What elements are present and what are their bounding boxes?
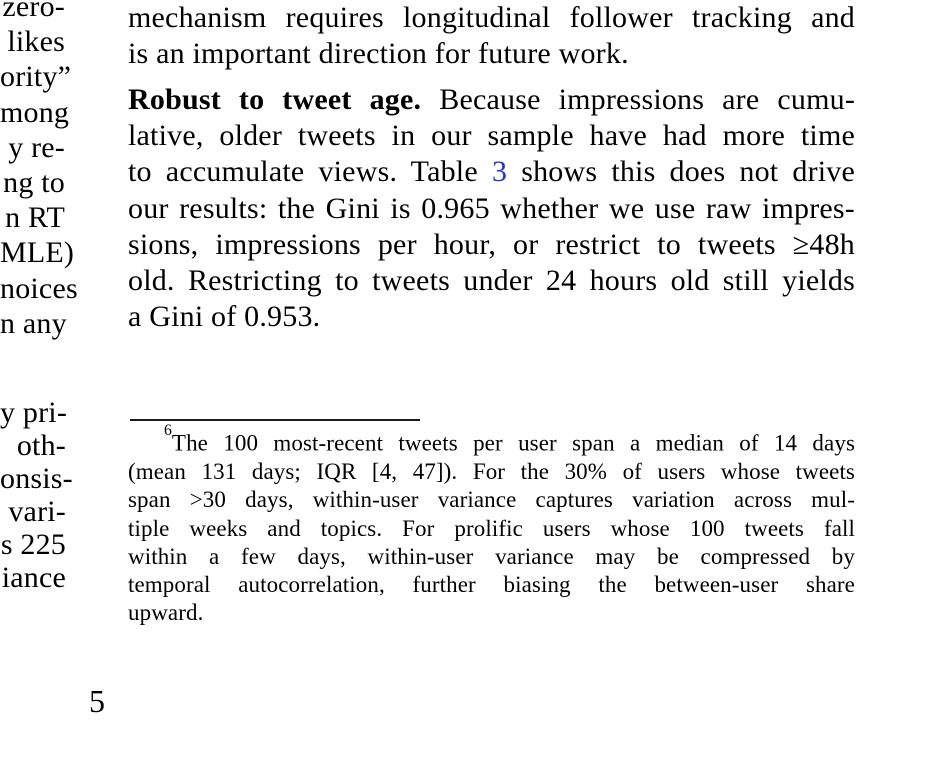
footnote-text-line: within a few days, within-user variance may be compressed by (128, 543, 855, 569)
footnote-marker: 6 (164, 421, 172, 439)
footnote-text-line: upward. (128, 600, 204, 626)
left-fragment-line: zero- (2, 0, 65, 23)
body-text-line: sions, impressions per hour, or restrict to tweets ≥48h (128, 227, 855, 261)
left-fragment-line: likes (7, 25, 65, 59)
body-text-line (128, 154, 855, 190)
body-text-segment: Because impressions are cumu- (439, 83, 856, 116)
paragraph-run-in-heading: Robust to tweet age. (128, 83, 422, 116)
body-text-line: old. Restricting to tweets under 24 hours old still yields (128, 264, 855, 298)
left-fragment-line: s 225 (0, 528, 66, 561)
body-text-line: a Gini of 0.953. (128, 300, 321, 334)
left-fragment-line: noices (0, 271, 78, 305)
left-column-upper-fragments (0, 0, 78, 341)
left-fragment-line: n any (0, 306, 67, 340)
page-number: 5 (89, 683, 105, 719)
body-text-line: mechanism requires longitudinal follower tracking and (128, 1, 855, 34)
body-text-segment: shows this does not drive (521, 155, 856, 189)
paragraph-future-work (128, 0, 855, 72)
left-fragment-line: ng to (3, 166, 65, 200)
footnote-text-segment: The 100 most-recent tweets per user span a median of 14 days (171, 430, 855, 456)
footnote-text-line: span >30 days, within-user variance captures variation across mul- (128, 487, 855, 513)
left-fragment-line: oth- (16, 429, 66, 462)
table-3-reference-link[interactable]: 3 (491, 155, 508, 189)
footnote-text-line: temporal autocorrelation, further biasing the between-user share (128, 572, 855, 598)
footnote-text-line: (mean 131 days; IQR [4, 47]). For the 30% of users whose tweets (128, 458, 855, 484)
body-text-segment: to accumulate views. Table (128, 155, 478, 189)
paragraph-robust-to-tweet-age (128, 82, 855, 335)
left-fragment-line: ority” (0, 60, 72, 94)
footnote-text-line: tiple weeks and topics. For prolific users whose 100 tweets fall (128, 515, 855, 541)
left-fragment-line: onsis- (0, 462, 73, 495)
footnote-6 (128, 421, 855, 628)
left-column-lower-fragments (0, 396, 73, 594)
left-fragment-line: vari- (8, 495, 66, 528)
body-text-line: our results: the Gini is 0.965 whether we use raw impres- (128, 191, 855, 225)
footnote-text-line (128, 421, 855, 458)
left-fragment-line: MLE) (0, 236, 75, 270)
body-text-line: lative, older tweets in our sample have had more time (128, 119, 855, 153)
body-text-line: is an important direction for future work. (128, 37, 629, 71)
left-fragment-line: y re- (8, 130, 65, 164)
body-text-line (128, 82, 855, 118)
left-fragment-line: n RT (5, 201, 65, 235)
footnote-rule (130, 419, 420, 421)
left-fragment-line: mong (0, 95, 70, 129)
left-fragment-line: iance (1, 561, 66, 594)
left-fragment-line: y pri- (0, 396, 68, 429)
